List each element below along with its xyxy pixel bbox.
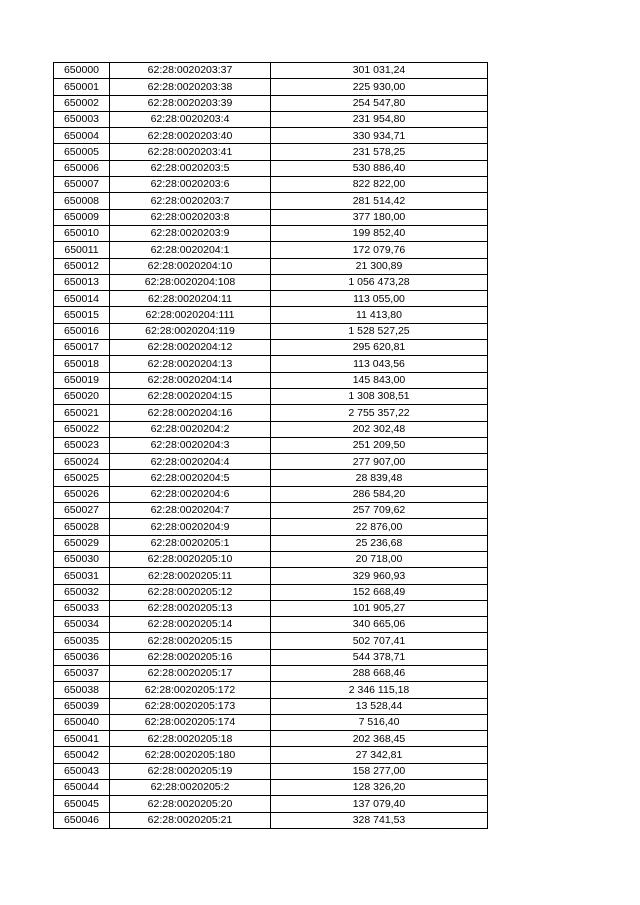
cadastral-value-cell: 152 668,49: [271, 584, 488, 600]
cadastral-value-cell: 277 907,00: [271, 454, 488, 470]
row-number-cell: 650044: [54, 780, 110, 796]
row-number-cell: 650030: [54, 551, 110, 567]
table-row: [54, 747, 488, 763]
row-number-cell: 650005: [54, 144, 110, 160]
cadastral-number-cell: 62:28:0020203:7: [110, 193, 271, 209]
row-number-cell: 650027: [54, 503, 110, 519]
cadastral-value-cell: 11 413,80: [271, 307, 488, 323]
cadastral-number-cell: 62:28:0020203:5: [110, 160, 271, 176]
table-row: [54, 454, 488, 470]
table-row: [54, 763, 488, 779]
cadastral-number-cell: 62:28:0020205:11: [110, 568, 271, 584]
table-row: [54, 372, 488, 388]
cadastral-value-cell: 301 031,24: [271, 63, 488, 79]
cadastral-number-cell: 62:28:0020204:6: [110, 486, 271, 502]
cadastral-number-cell: 62:28:0020204:2: [110, 421, 271, 437]
cadastral-number-cell: 62:28:0020203:38: [110, 79, 271, 95]
cadastral-number-cell: 62:28:0020204:13: [110, 356, 271, 372]
cadastral-value-cell: 7 516,40: [271, 714, 488, 730]
cadastral-value-cell: 330 934,71: [271, 128, 488, 144]
cadastral-number-cell: 62:28:0020205:21: [110, 812, 271, 828]
cadastral-value-table: [53, 62, 488, 829]
row-number-cell: 650025: [54, 470, 110, 486]
table-row: [54, 486, 488, 502]
table-row: [54, 568, 488, 584]
cadastral-value-cell: 21 300,89: [271, 258, 488, 274]
row-number-cell: 650010: [54, 225, 110, 241]
table-row: [54, 258, 488, 274]
row-number-cell: 650042: [54, 747, 110, 763]
table-row: [54, 225, 488, 241]
row-number-cell: 650024: [54, 454, 110, 470]
row-number-cell: 650037: [54, 665, 110, 681]
cadastral-number-cell: 62:28:0020203:4: [110, 111, 271, 127]
cadastral-value-cell: 27 342,81: [271, 747, 488, 763]
cadastral-value-cell: 329 960,93: [271, 568, 488, 584]
row-number-cell: 650020: [54, 388, 110, 404]
table-row: [54, 63, 488, 79]
table-row: [54, 633, 488, 649]
table-row: [54, 503, 488, 519]
row-number-cell: 650006: [54, 160, 110, 176]
cadastral-value-cell: 113 055,00: [271, 291, 488, 307]
row-number-cell: 650043: [54, 763, 110, 779]
row-number-cell: 650011: [54, 242, 110, 258]
cadastral-number-cell: 62:28:0020205:19: [110, 763, 271, 779]
row-number-cell: 650021: [54, 405, 110, 421]
cadastral-value-cell: 202 368,45: [271, 731, 488, 747]
row-number-cell: 650003: [54, 111, 110, 127]
cadastral-number-cell: 62:28:0020204:9: [110, 519, 271, 535]
table-row: [54, 144, 488, 160]
table-row: [54, 698, 488, 714]
table-row: [54, 193, 488, 209]
row-number-cell: 650016: [54, 323, 110, 339]
table-row: [54, 128, 488, 144]
cadastral-value-cell: 13 528,44: [271, 698, 488, 714]
cadastral-value-cell: 225 930,00: [271, 79, 488, 95]
row-number-cell: 650036: [54, 649, 110, 665]
cadastral-value-cell: 2 346 115,18: [271, 682, 488, 698]
cadastral-number-cell: 62:28:0020203:9: [110, 225, 271, 241]
table-row: [54, 274, 488, 290]
cadastral-value-cell: 172 079,76: [271, 242, 488, 258]
row-number-cell: 650019: [54, 372, 110, 388]
cadastral-value-cell: 158 277,00: [271, 763, 488, 779]
cadastral-value-cell: 25 236,68: [271, 535, 488, 551]
cadastral-value-cell: 281 514,42: [271, 193, 488, 209]
cadastral-number-cell: 62:28:0020205:1: [110, 535, 271, 551]
table-row: [54, 291, 488, 307]
row-number-cell: 650008: [54, 193, 110, 209]
table-row: [54, 323, 488, 339]
table-row: [54, 340, 488, 356]
cadastral-number-cell: 62:28:0020204:4: [110, 454, 271, 470]
cadastral-value-cell: 340 665,06: [271, 617, 488, 633]
row-number-cell: 650045: [54, 796, 110, 812]
cadastral-number-cell: 62:28:0020204:119: [110, 323, 271, 339]
cadastral-value-cell: 286 584,20: [271, 486, 488, 502]
cadastral-number-cell: 62:28:0020205:18: [110, 731, 271, 747]
row-number-cell: 650000: [54, 63, 110, 79]
cadastral-number-cell: 62:28:0020205:14: [110, 617, 271, 633]
cadastral-number-cell: 62:28:0020205:15: [110, 633, 271, 649]
row-number-cell: 650001: [54, 79, 110, 95]
row-number-cell: 650041: [54, 731, 110, 747]
row-number-cell: 650029: [54, 535, 110, 551]
row-number-cell: 650038: [54, 682, 110, 698]
row-number-cell: 650035: [54, 633, 110, 649]
cadastral-number-cell: 62:28:0020203:39: [110, 95, 271, 111]
cadastral-number-cell: 62:28:0020204:12: [110, 340, 271, 356]
row-number-cell: 650007: [54, 177, 110, 193]
cadastral-number-cell: 62:28:0020205:16: [110, 649, 271, 665]
cadastral-number-cell: 62:28:0020204:14: [110, 372, 271, 388]
cadastral-value-cell: 822 822,00: [271, 177, 488, 193]
cadastral-value-cell: 202 302,48: [271, 421, 488, 437]
table-row: [54, 242, 488, 258]
table-row: [54, 535, 488, 551]
cadastral-number-cell: 62:28:0020205:10: [110, 551, 271, 567]
table-row: [54, 600, 488, 616]
table-row: [54, 665, 488, 681]
cadastral-number-cell: 62:28:0020203:37: [110, 63, 271, 79]
row-number-cell: 650040: [54, 714, 110, 730]
cadastral-value-cell: 1 308 308,51: [271, 388, 488, 404]
cadastral-number-cell: 62:28:0020204:111: [110, 307, 271, 323]
cadastral-number-cell: 62:28:0020203:41: [110, 144, 271, 160]
cadastral-value-cell: 145 843,00: [271, 372, 488, 388]
cadastral-number-cell: 62:28:0020204:10: [110, 258, 271, 274]
cadastral-value-cell: 251 209,50: [271, 437, 488, 453]
table-row: [54, 780, 488, 796]
table-row: [54, 177, 488, 193]
cadastral-number-cell: 62:28:0020204:5: [110, 470, 271, 486]
cadastral-value-cell: 28 839,48: [271, 470, 488, 486]
cadastral-number-cell: 62:28:0020204:7: [110, 503, 271, 519]
cadastral-number-cell: 62:28:0020204:11: [110, 291, 271, 307]
cadastral-value-cell: 295 620,81: [271, 340, 488, 356]
row-number-cell: 650031: [54, 568, 110, 584]
cadastral-value-cell: 502 707,41: [271, 633, 488, 649]
cadastral-number-cell: 62:28:0020204:16: [110, 405, 271, 421]
table-row: [54, 649, 488, 665]
cadastral-value-cell: 328 741,53: [271, 812, 488, 828]
cadastral-value-cell: 288 668,46: [271, 665, 488, 681]
cadastral-value-cell: 254 547,80: [271, 95, 488, 111]
table-row: [54, 551, 488, 567]
table-row: [54, 470, 488, 486]
row-number-cell: 650022: [54, 421, 110, 437]
cadastral-number-cell: 62:28:0020204:1: [110, 242, 271, 258]
cadastral-value-cell: 128 326,20: [271, 780, 488, 796]
table-row: [54, 307, 488, 323]
table-row: [54, 796, 488, 812]
table-row: [54, 584, 488, 600]
row-number-cell: 650028: [54, 519, 110, 535]
cadastral-value-cell: 1 056 473,28: [271, 274, 488, 290]
row-number-cell: 650014: [54, 291, 110, 307]
table-row: [54, 519, 488, 535]
cadastral-number-cell: 62:28:0020203:8: [110, 209, 271, 225]
cadastral-value-cell: 530 886,40: [271, 160, 488, 176]
row-number-cell: 650012: [54, 258, 110, 274]
cadastral-number-cell: 62:28:0020205:13: [110, 600, 271, 616]
table-row: [54, 437, 488, 453]
table-row: [54, 617, 488, 633]
table-row: [54, 111, 488, 127]
cadastral-number-cell: 62:28:0020203:6: [110, 177, 271, 193]
table-row: [54, 160, 488, 176]
cadastral-number-cell: 62:28:0020205:172: [110, 682, 271, 698]
cadastral-value-cell: 101 905,27: [271, 600, 488, 616]
cadastral-value-cell: 377 180,00: [271, 209, 488, 225]
cadastral-value-cell: 113 043,56: [271, 356, 488, 372]
cadastral-number-cell: 62:28:0020205:2: [110, 780, 271, 796]
cadastral-value-cell: 137 079,40: [271, 796, 488, 812]
table-body: [54, 63, 488, 829]
cadastral-value-cell: 22 876,00: [271, 519, 488, 535]
row-number-cell: 650033: [54, 600, 110, 616]
cadastral-number-cell: 62:28:0020205:180: [110, 747, 271, 763]
table-row: [54, 356, 488, 372]
table-row: [54, 682, 488, 698]
cadastral-number-cell: 62:28:0020205:20: [110, 796, 271, 812]
row-number-cell: 650002: [54, 95, 110, 111]
row-number-cell: 650009: [54, 209, 110, 225]
table-row: [54, 79, 488, 95]
cadastral-value-cell: 544 378,71: [271, 649, 488, 665]
row-number-cell: 650026: [54, 486, 110, 502]
cadastral-value-cell: 2 755 357,22: [271, 405, 488, 421]
row-number-cell: 650004: [54, 128, 110, 144]
table-row: [54, 95, 488, 111]
row-number-cell: 650017: [54, 340, 110, 356]
cadastral-number-cell: 62:28:0020205:173: [110, 698, 271, 714]
row-number-cell: 650046: [54, 812, 110, 828]
cadastral-number-cell: 62:28:0020205:174: [110, 714, 271, 730]
cadastral-number-cell: 62:28:0020204:3: [110, 437, 271, 453]
cadastral-value-cell: 199 852,40: [271, 225, 488, 241]
row-number-cell: 650034: [54, 617, 110, 633]
row-number-cell: 650018: [54, 356, 110, 372]
cadastral-number-cell: 62:28:0020204:15: [110, 388, 271, 404]
cadastral-number-cell: 62:28:0020203:40: [110, 128, 271, 144]
table-row: [54, 421, 488, 437]
table-row: [54, 209, 488, 225]
cadastral-number-cell: 62:28:0020204:108: [110, 274, 271, 290]
row-number-cell: 650015: [54, 307, 110, 323]
cadastral-value-cell: 1 528 527,25: [271, 323, 488, 339]
row-number-cell: 650039: [54, 698, 110, 714]
cadastral-number-cell: 62:28:0020205:17: [110, 665, 271, 681]
table-row: [54, 405, 488, 421]
table-row: [54, 812, 488, 828]
row-number-cell: 650023: [54, 437, 110, 453]
cadastral-value-cell: 231 578,25: [271, 144, 488, 160]
cadastral-value-cell: 231 954,80: [271, 111, 488, 127]
table-row: [54, 388, 488, 404]
row-number-cell: 650032: [54, 584, 110, 600]
cadastral-value-cell: 20 718,00: [271, 551, 488, 567]
table-row: [54, 731, 488, 747]
cadastral-number-cell: 62:28:0020205:12: [110, 584, 271, 600]
row-number-cell: 650013: [54, 274, 110, 290]
cadastral-value-cell: 257 709,62: [271, 503, 488, 519]
table-row: [54, 714, 488, 730]
